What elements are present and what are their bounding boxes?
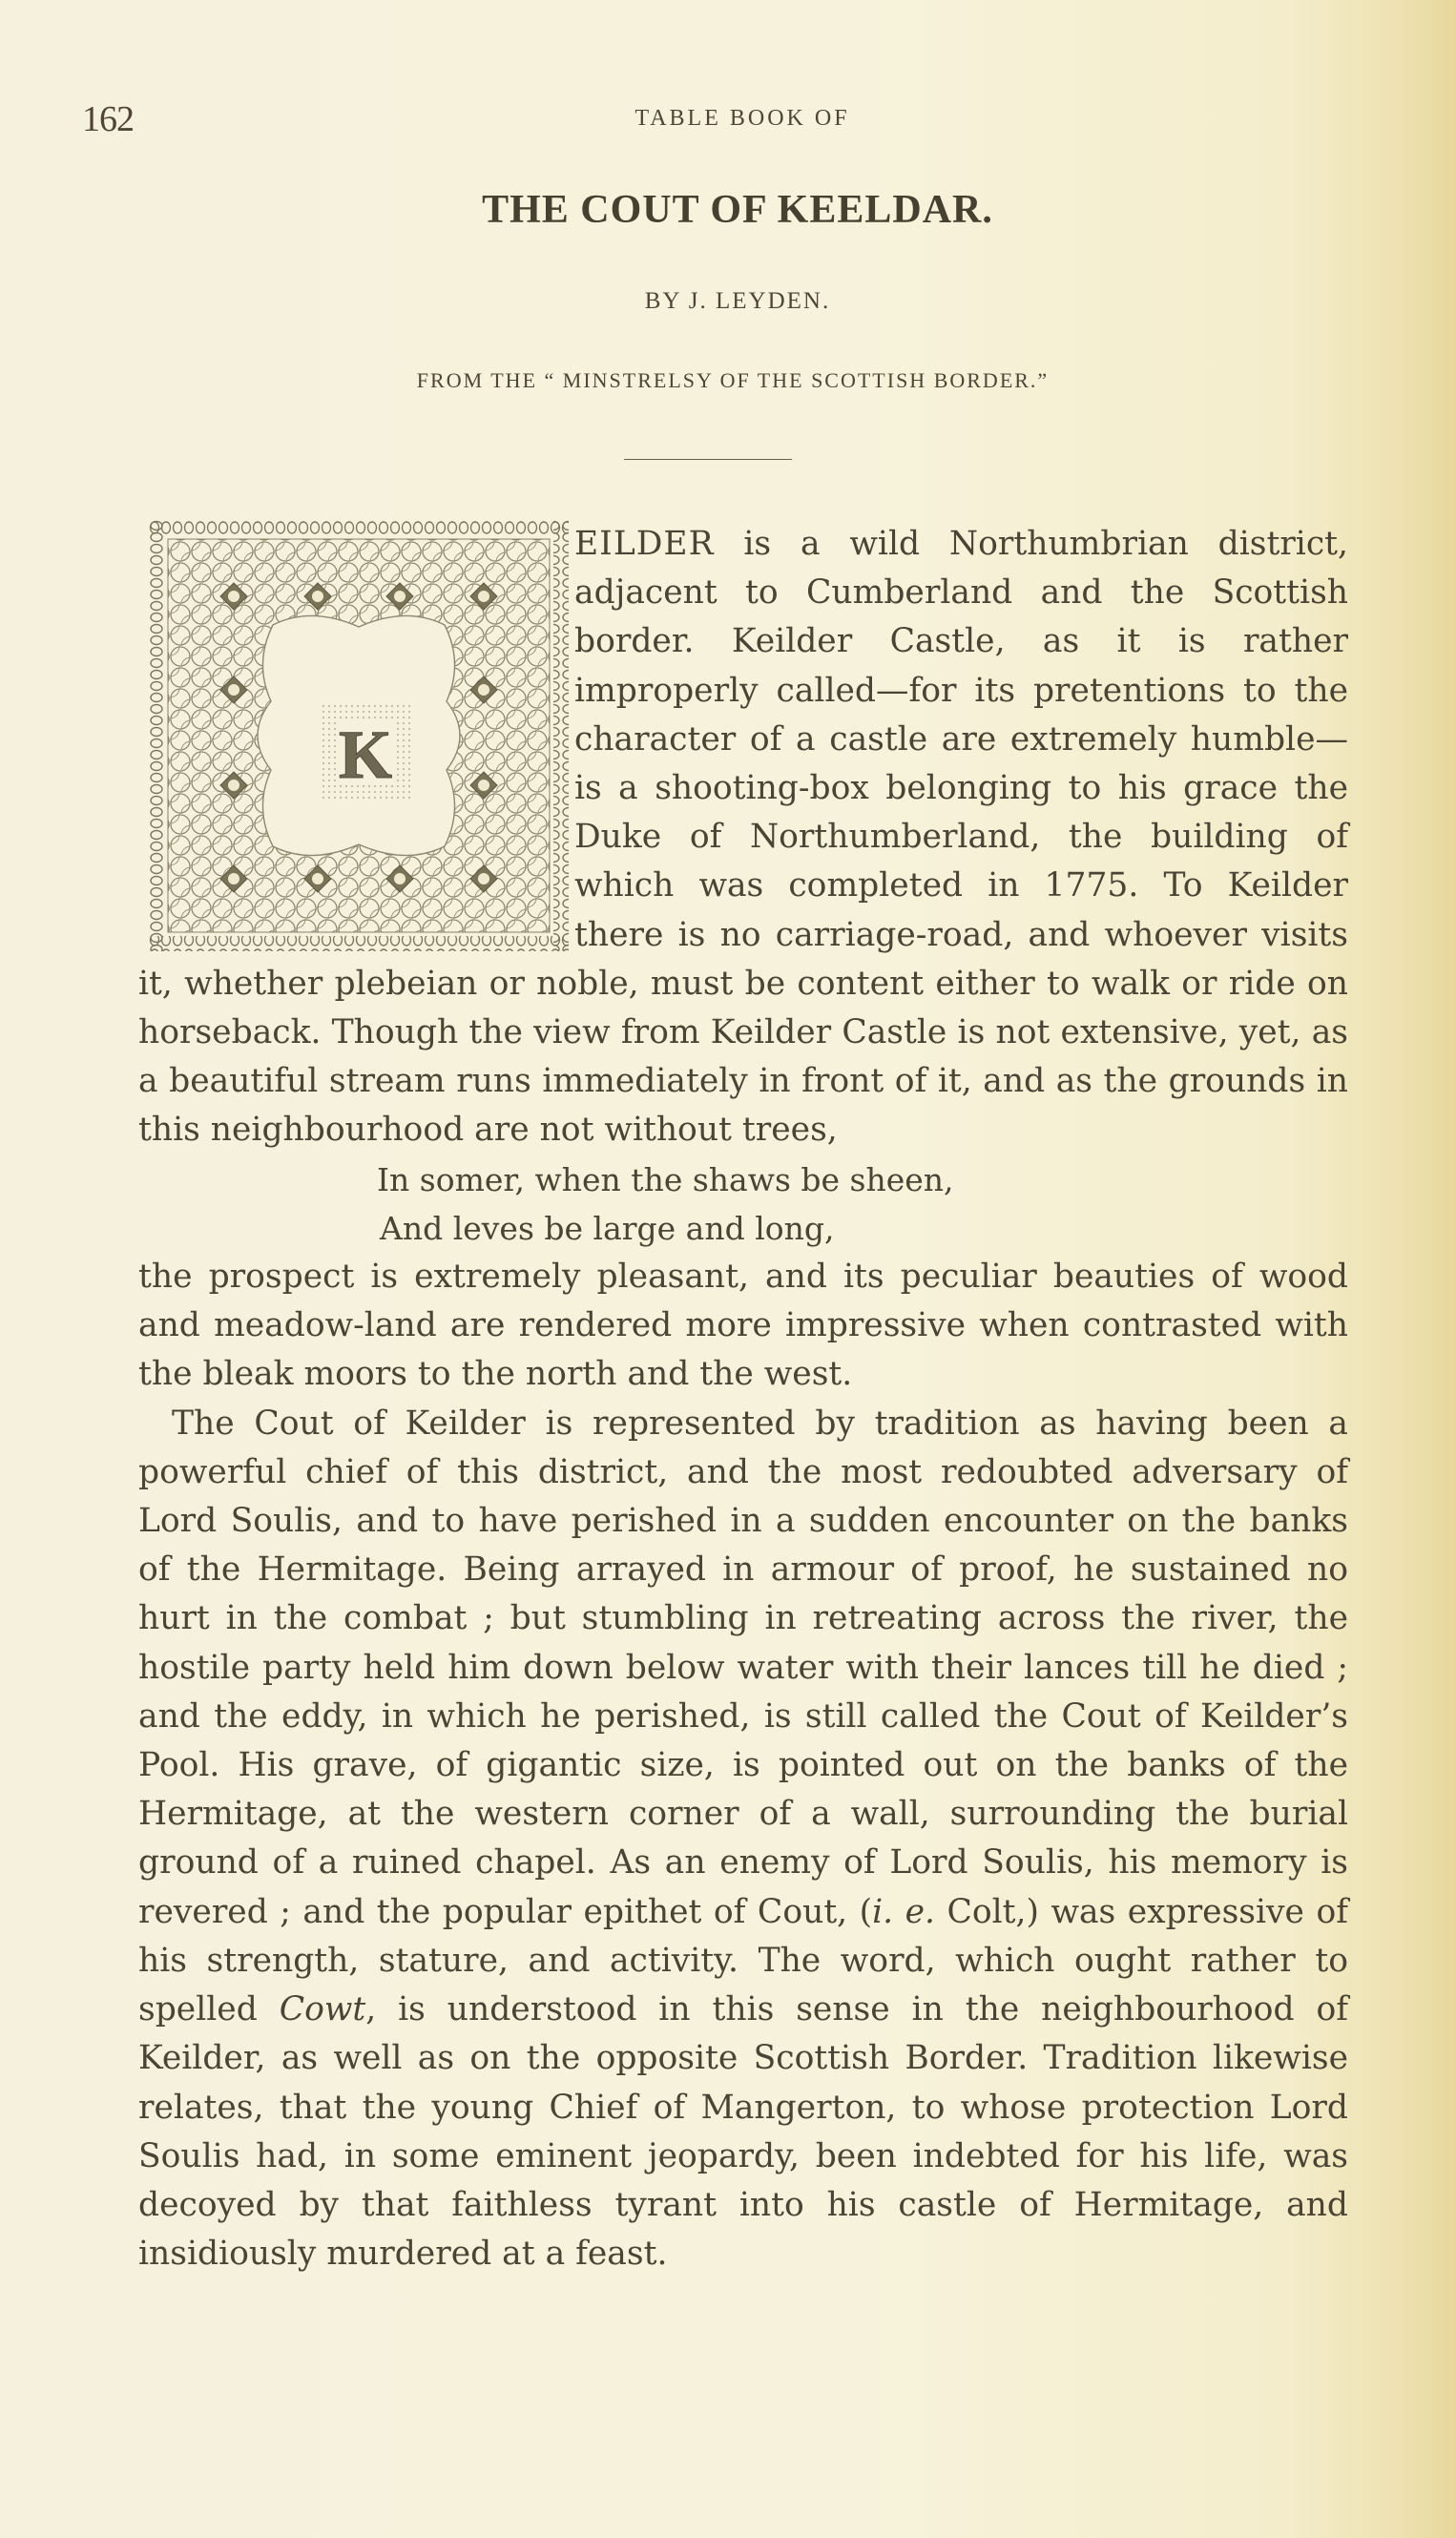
paragraph-2-text-c: , is understood in this sense in the neighbourhood of Keilder, as well as on the opposite Scottish Border. Tradition likewise relates, that the young Chief of Mangerton, to whose protection Lord Soulis had, in some eminent jeopardy, been indebted for his life, was decoyed by that faithless tyrant into his castle of Hermitage, and insidiously murdered at a feast.: [138, 1990, 1348, 2274]
paragraph-1-continued: the prospect is extremely pleasant, and its peculiar beauties of wood and meadow-land are rendered more impressive when contrasted with the bleak moors to the north and the west.: [138, 1258, 1348, 1394]
verse-line-2: And leves be large and long,: [380, 1209, 835, 1247]
paragraph-2: [138, 1400, 1348, 2279]
paragraph-lead-caps: EILDER: [574, 525, 715, 563]
title-block: [0, 181, 1456, 393]
paragraph-2-text-b: Colt,) was expressive of his strength, stature, and activity. The word, which ought rather to spelled: [138, 1892, 1348, 2029]
verse-quote: [138, 1155, 1348, 1253]
article-title: THE COUT OF KEELDAR.: [482, 188, 993, 232]
paragraph-2-ie: i. e.: [872, 1892, 935, 1931]
verse-line-1: In somer, when the shaws be sheen,: [377, 1160, 954, 1198]
svg-text:K: K: [338, 717, 393, 793]
running-title: TABLE BOOK OF: [634, 106, 850, 131]
paragraph-2-text-a: The Cout of Keilder is represented by tradition as having been a powerful chief of this district, and the most redoubted adversary of Lord Soulis, and to have perished in a sudden encounter on the banks of the Hermitage. Being arrayed in armour of proof, he sustained no hurt in the combat ; but stumbling in retreating across the river, the hostile party held him down below water with their lances till he died ; and the eddy, in which he perished, is still called the Cout of Keilder’s Pool. His grave, of gigantic size, is pointed out on the banks of the Hermitage, at the western corner of a wall, surrounding the burial ground of a ruined chapel. As an enemy of Lord Soulis, his memory is revered ; and the popular epithet of Cout, (: [138, 1404, 1348, 1931]
dropcap-spacer: [138, 520, 574, 959]
article-body: [138, 520, 1348, 2278]
article-source: FROM THE “ MINSTRELSY OF THE SCOTTISH BORDER.”: [416, 368, 1050, 392]
paragraph-2-italic-word: Cowt: [279, 1990, 366, 2029]
running-head: [0, 98, 1456, 146]
paragraph-1-text: is a wild Northumbrian district, adjacent to Cumberland and the Scottish border. Keilder Castle, as it is rather improperly called—for its pretentions to the character of a castle are extremely humble—is a shooting-box belonging to his grace the Duke of Northumberland, the building of which was completed in 1775. To Keilder there is no carriage-road, and whoever visits it, whether plebeian or noble, must be content either to walk or ride on horseback. Though the view from Keilder Castle is not extensive, yet, as a beautiful stream runs immediately in front of it, and as the grounds in this neighbourhood are not without trees,: [138, 525, 1348, 1150]
page-number: 162: [82, 99, 134, 139]
article-byline: BY J. LEYDEN.: [644, 288, 831, 314]
title-divider-rule: [624, 459, 792, 460]
